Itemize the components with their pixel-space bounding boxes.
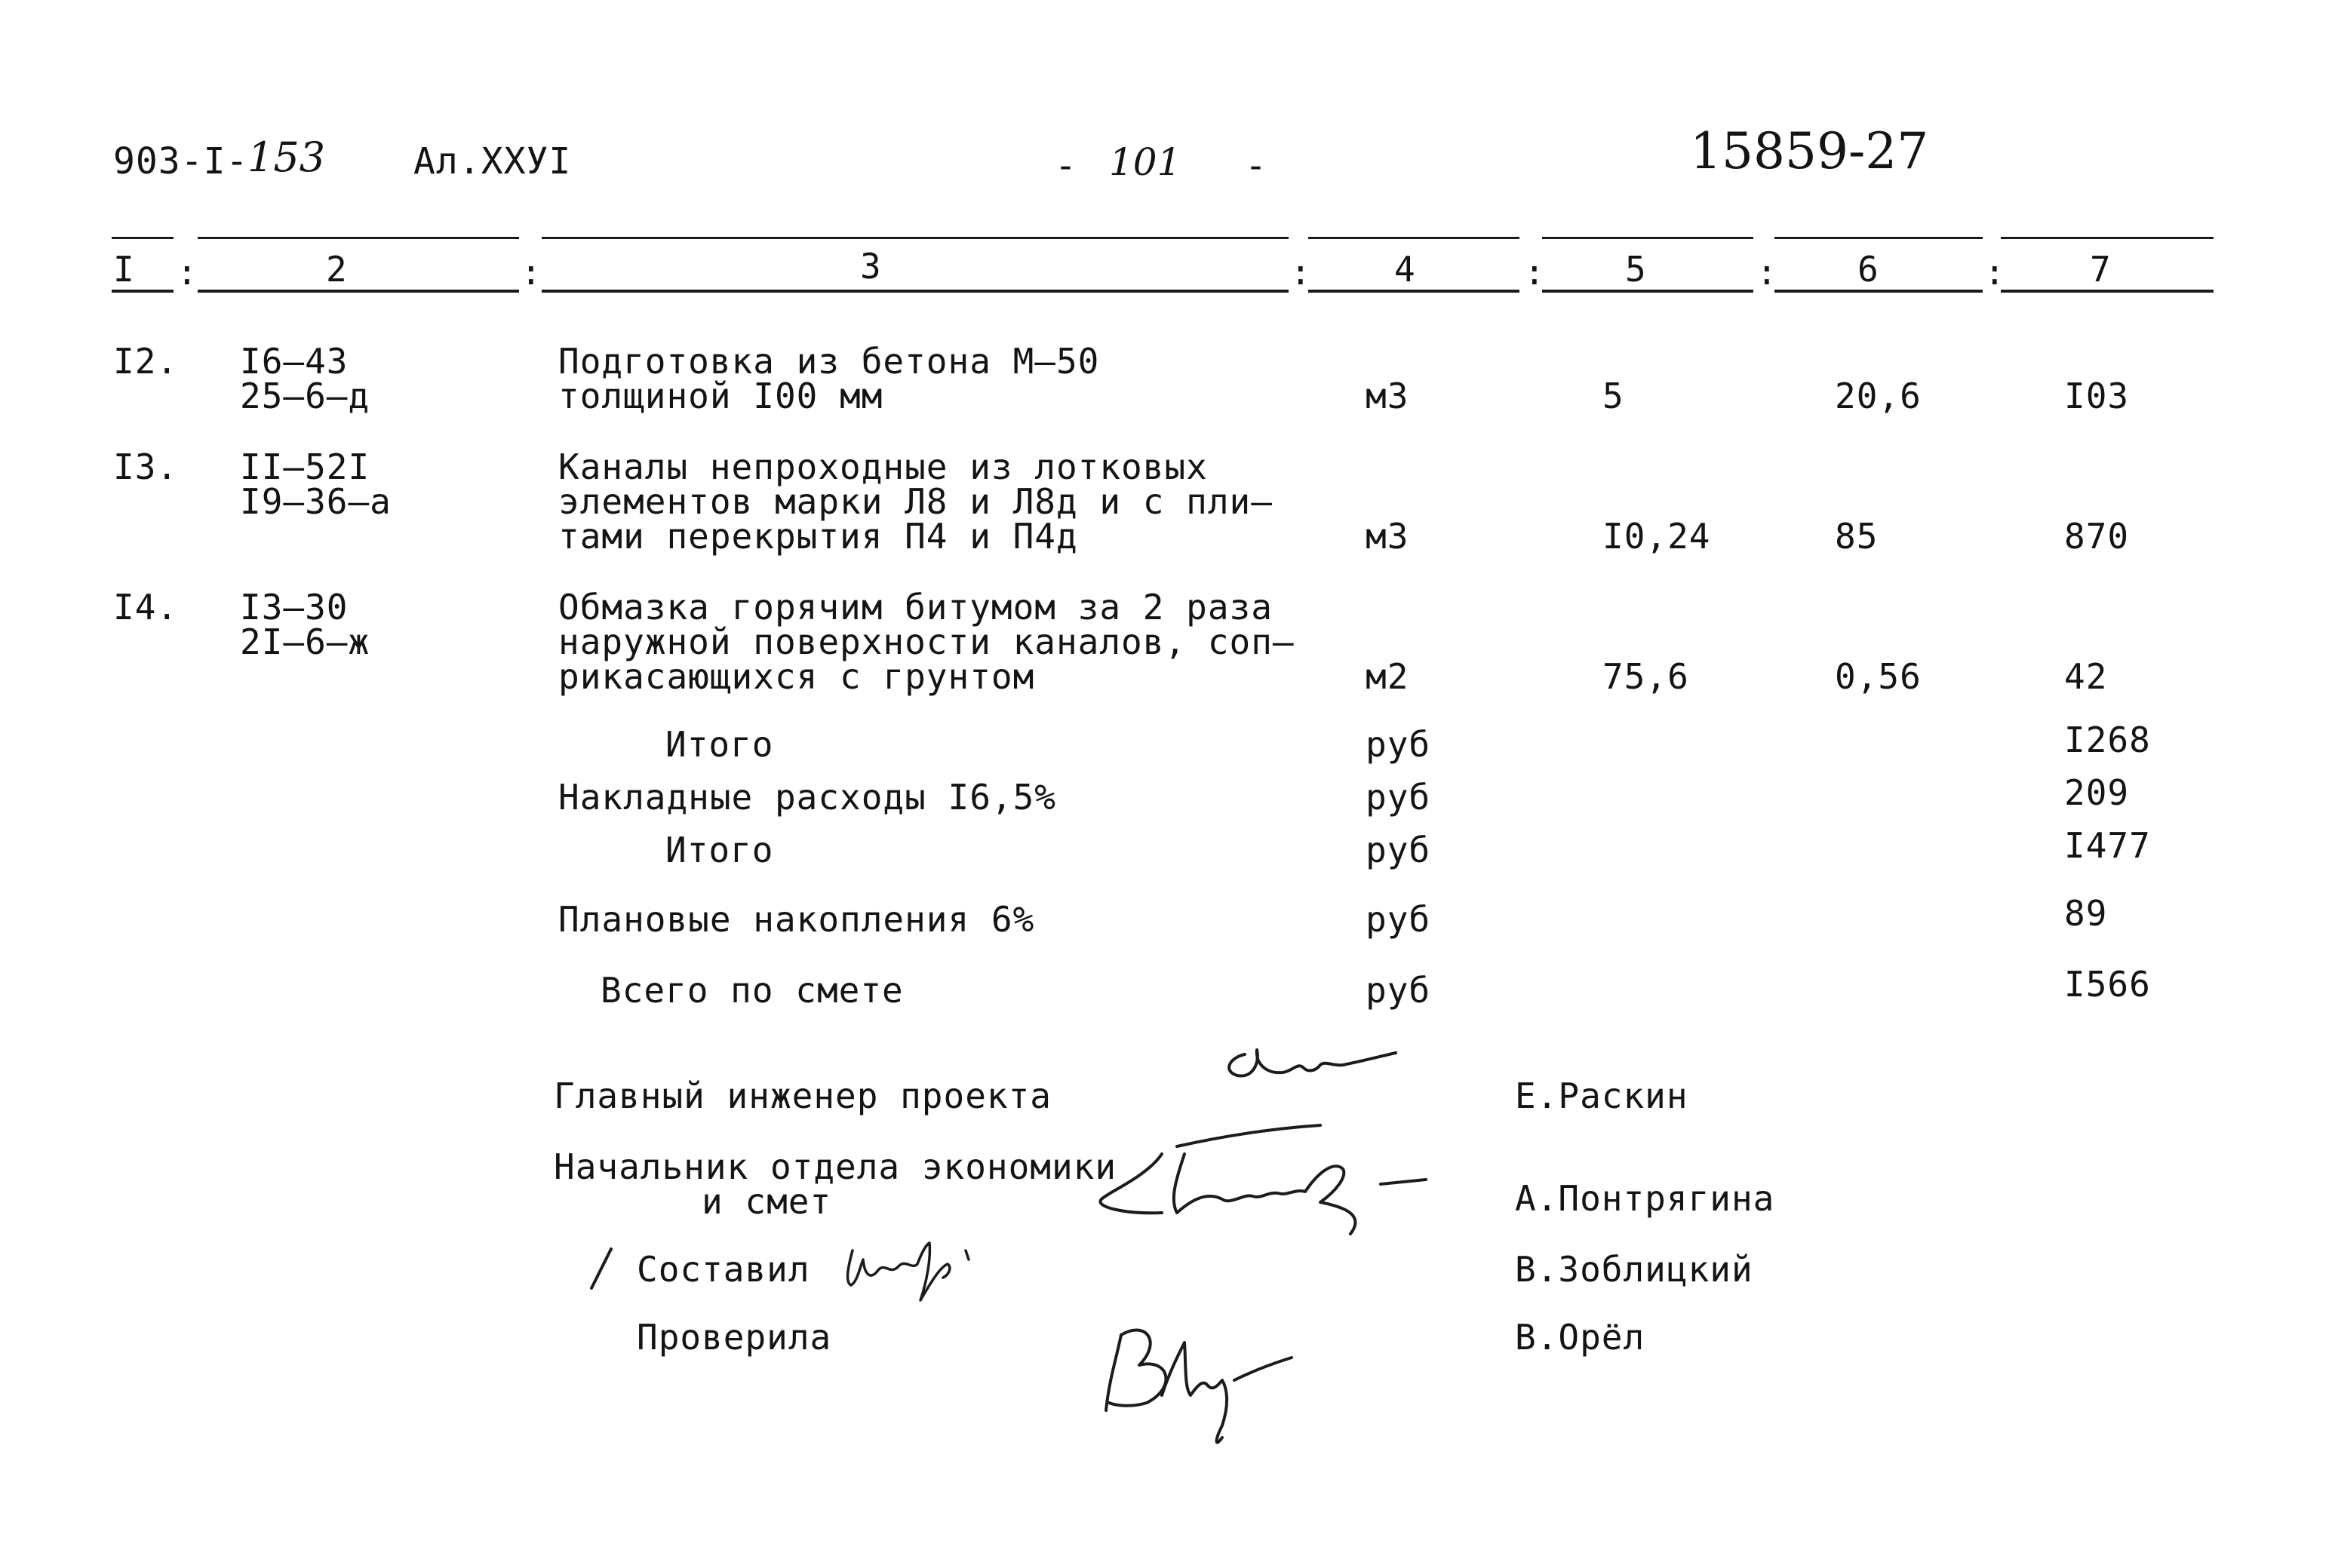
total-label: Итого [665, 830, 774, 870]
row-code: I3–30 [240, 587, 349, 628]
row-code: II–52I [240, 446, 370, 487]
signatory-name: А.Понтрягина [1515, 1178, 1775, 1219]
row-unit: м2 [1366, 656, 1409, 697]
row-total: 42 [2064, 656, 2108, 697]
total-unit: руб [1366, 830, 1431, 870]
signatory-role: Проверила [637, 1317, 832, 1358]
total-label: Итого [665, 724, 774, 765]
row-description-line: толщиной I00 мм [558, 376, 883, 416]
row-quantity: 75,6 [1602, 656, 1689, 697]
total-unit: руб [1366, 899, 1431, 940]
signatory-name: В.Орёл [1515, 1317, 1645, 1358]
column-header-4: 4 [1394, 249, 1416, 290]
total-unit: руб [1366, 970, 1431, 1011]
signatory-name: В.Зоблицкий [1515, 1249, 1753, 1290]
row-description-line: наружной поверхности каналов, соп– [558, 621, 1295, 662]
row-code: I6–43 [240, 341, 349, 382]
total-unit: руб [1366, 777, 1431, 818]
row-unit-price: 20,6 [1835, 376, 1922, 416]
document-number-handwritten: 15859-27 [1690, 122, 1929, 180]
total-value: 209 [2064, 772, 2130, 813]
row-number: I3. [113, 446, 179, 487]
total-value: 89 [2064, 893, 2108, 934]
row-description-line: Обмазка горячим битумом за 2 раза [558, 587, 1273, 628]
signatory-role: Составил [637, 1249, 810, 1290]
column-header-5: 5 [1625, 249, 1647, 290]
row-code: I9–36–а [240, 481, 392, 522]
signature-compiler [588, 1237, 1011, 1305]
page-dash-right: - [1245, 145, 1267, 187]
series-code: 903-I- [113, 140, 249, 183]
row-code: 25–6–д [240, 376, 370, 416]
signature-economics-head [1094, 1124, 1471, 1244]
column-header-1: I [113, 249, 135, 290]
row-unit: м3 [1366, 376, 1409, 416]
row-description-line: тами перекрытия П4 и П4д [558, 516, 1078, 557]
column-header-3: 3 [860, 246, 882, 287]
total-value: I477 [2064, 825, 2151, 866]
signature-chief-engineer [1215, 1041, 1411, 1094]
row-description-line: Подготовка из бетона М–50 [558, 341, 1100, 382]
grand-total-label: Всего по смете [601, 970, 904, 1011]
total-unit: руб [1366, 724, 1431, 765]
row-description-line: элементов марки Л8 и Л8д и с пли– [558, 481, 1273, 522]
row-unit-price: 0,56 [1835, 656, 1922, 697]
signatory-role-continued: и смет [702, 1181, 832, 1222]
signature-checker [1101, 1312, 1298, 1456]
signatory-role: Начальник отдела экономики [554, 1146, 1117, 1187]
signatory-role: Главный инженер проекта [554, 1076, 1052, 1116]
page-number-handwritten: 101 [1109, 140, 1181, 184]
album-label: Ал.XXУI [413, 140, 572, 183]
total-label: Плановые накопления 6% [558, 899, 1035, 940]
row-total: 870 [2064, 516, 2130, 557]
column-header-2: 2 [326, 249, 348, 290]
row-unit: м3 [1366, 516, 1409, 557]
total-value: I268 [2064, 720, 2151, 760]
row-code: 2I–6–ж [240, 621, 370, 662]
row-number: I2. [113, 341, 179, 382]
row-number: I4. [113, 587, 179, 628]
row-quantity: 5 [1602, 376, 1624, 416]
column-header-7: 7 [2090, 249, 2112, 290]
row-quantity: I0,24 [1602, 516, 1711, 557]
row-total: I03 [2064, 376, 2130, 416]
signatory-name: Е.Раскин [1515, 1076, 1688, 1116]
column-header-6: 6 [1857, 249, 1879, 290]
series-handwritten-number: 153 [247, 133, 326, 181]
total-label: Накладные расходы I6,5% [558, 777, 1056, 818]
page-dash-left: - [1055, 145, 1077, 187]
row-unit-price: 85 [1835, 516, 1879, 557]
grand-total-value: I566 [2064, 964, 2151, 1005]
row-description-line: Каналы непроходные из лотковых [558, 446, 1208, 487]
row-description-line: рикасающихся с грунтом [558, 656, 1035, 697]
